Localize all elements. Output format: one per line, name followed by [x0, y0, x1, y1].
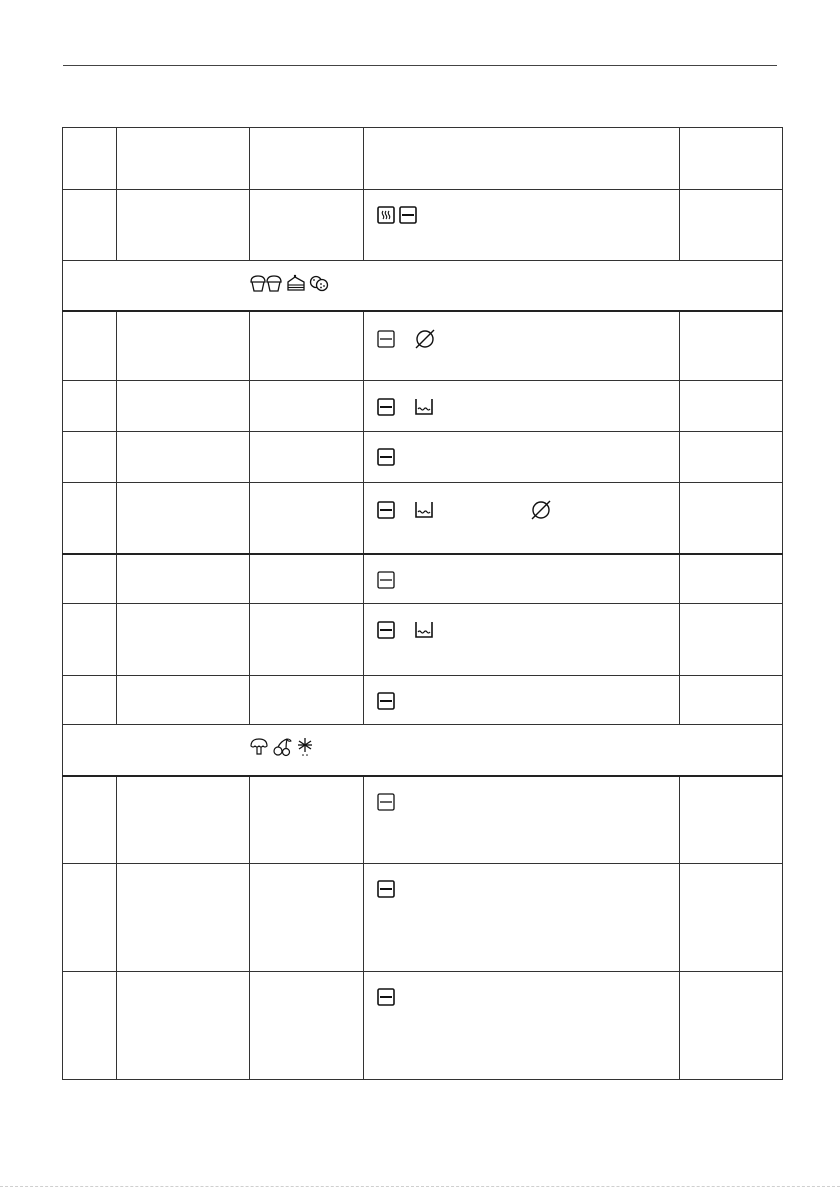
heating-cell — [364, 483, 680, 554]
cookies-icon — [309, 273, 329, 293]
bottom-heat-icon — [377, 501, 395, 519]
header-cell — [364, 128, 680, 190]
heating-steam-icon — [377, 206, 395, 224]
bottom-heat-icon — [377, 793, 395, 811]
header-cell — [680, 128, 783, 190]
table-row — [63, 432, 783, 483]
heating-cell — [364, 676, 680, 725]
water-tray-icon — [414, 500, 434, 520]
bottom-heat-icon — [377, 692, 395, 710]
bottom-heat-icon — [377, 880, 395, 898]
bottom-heat-icon — [377, 988, 395, 1006]
header-rule — [63, 65, 777, 66]
table-row — [63, 483, 783, 554]
heating-cell — [364, 381, 680, 432]
page-edge-dash — [0, 1186, 840, 1187]
table-row — [63, 604, 783, 676]
bottom-heat-icon — [377, 621, 395, 639]
fruit-icon — [272, 737, 292, 757]
section-row-vegetables — [63, 725, 783, 776]
water-tray-icon — [414, 397, 434, 417]
table-row — [63, 676, 783, 725]
mushroom-icon — [249, 737, 269, 757]
diameter-icon — [414, 328, 436, 350]
bottom-heat-icon — [399, 206, 417, 224]
heating-cell — [364, 554, 680, 604]
heating-cell — [364, 972, 680, 1080]
bottom-heat-icon — [377, 448, 395, 466]
cake-slice-icon — [286, 273, 306, 293]
table-row — [63, 864, 783, 972]
table-row — [63, 554, 783, 604]
table-row — [63, 381, 783, 432]
bottom-heat-icon — [377, 571, 395, 589]
bottom-heat-icon — [377, 330, 395, 348]
table-row — [63, 190, 783, 261]
heating-cell — [364, 864, 680, 972]
baking-table — [62, 127, 783, 1080]
header-cell — [63, 128, 117, 190]
bottom-heat-icon — [377, 398, 395, 416]
frozen-icon — [295, 737, 315, 757]
section-row-baking — [63, 261, 783, 311]
header-cell — [117, 128, 250, 190]
table-row — [63, 311, 783, 381]
heating-cell — [364, 604, 680, 676]
diameter-icon — [530, 499, 552, 521]
heating-cell — [364, 190, 680, 261]
water-tray-icon — [414, 620, 434, 640]
heating-cell — [364, 311, 680, 381]
table-row — [63, 972, 783, 1080]
table-row — [63, 776, 783, 864]
heating-cell — [364, 776, 680, 864]
table-header-row — [63, 128, 783, 190]
heating-cell — [364, 432, 680, 483]
muffins-icon — [249, 273, 283, 293]
header-cell — [250, 128, 364, 190]
